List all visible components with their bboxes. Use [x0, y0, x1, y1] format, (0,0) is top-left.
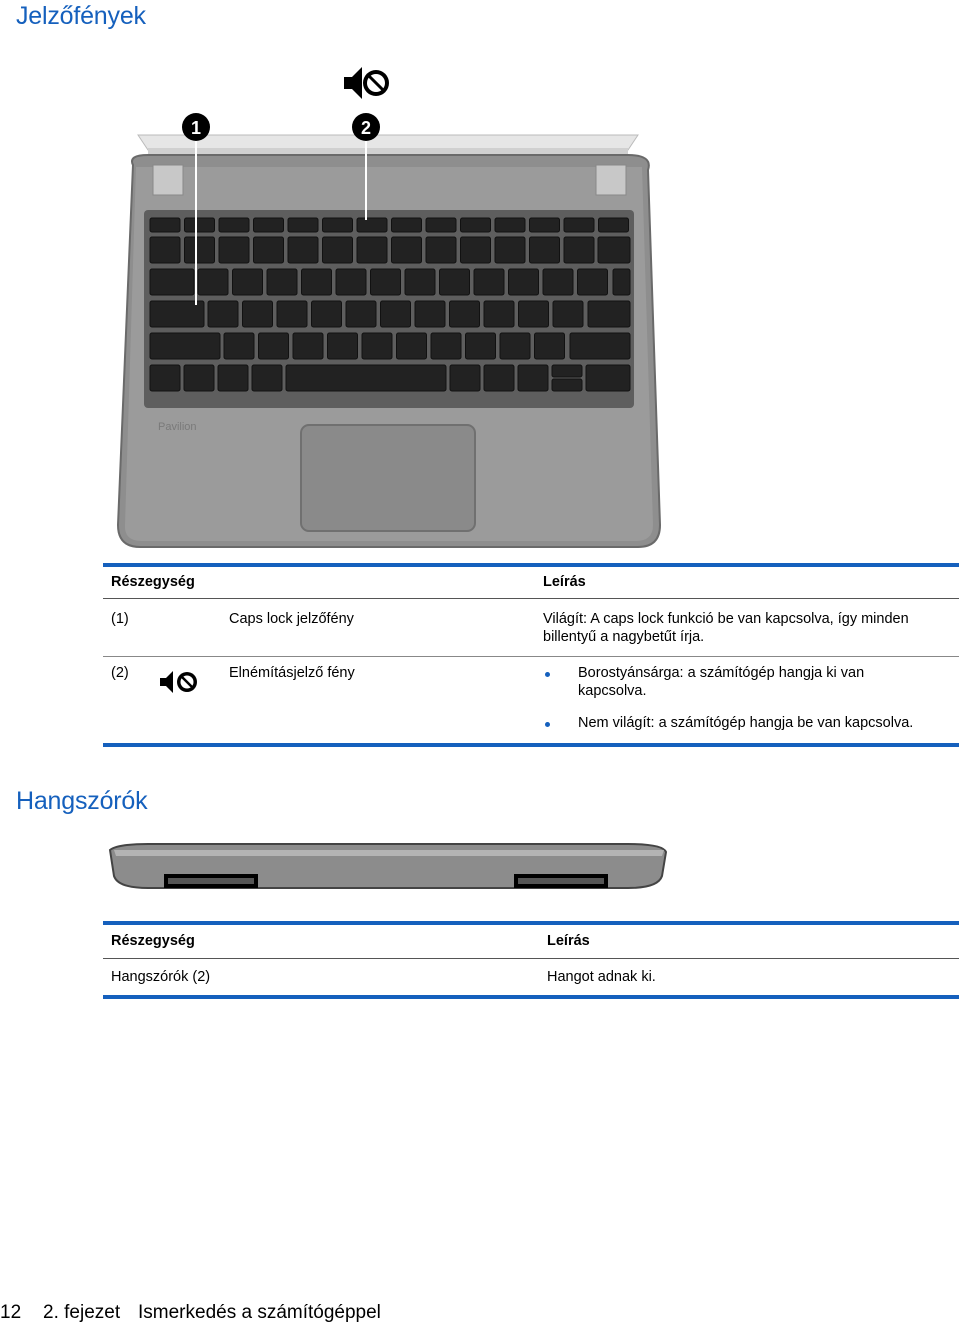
keyboard-key [150, 365, 180, 391]
keyboard-key [357, 218, 387, 232]
keyboard-key [495, 237, 525, 263]
row1-description: Hangot adnak ki. [547, 969, 656, 985]
keyboard-key [426, 237, 456, 263]
keyboard-key [578, 269, 608, 295]
keyboard-key [431, 333, 461, 359]
keyboard-key [219, 218, 249, 232]
keyboard-key [553, 301, 583, 327]
keyboard-key [371, 269, 401, 295]
keyboard-key [564, 218, 594, 232]
row1-number: (1) [111, 611, 129, 627]
keyboard-key [415, 301, 445, 327]
keyboard-key [586, 365, 630, 391]
row1-description-line1: Világít: A caps lock funkció be van kapcsolva, így minden [543, 611, 909, 627]
keyboard-key [552, 365, 582, 377]
keyboard-key [224, 333, 254, 359]
keyboard-key [150, 237, 180, 263]
keyboard-key [450, 301, 480, 327]
keyboard-key [613, 269, 630, 295]
keyboard-key [218, 365, 248, 391]
bullet-dot [545, 722, 550, 727]
keyboard-key [184, 365, 214, 391]
keyboard-key [277, 301, 307, 327]
keyboard-key [509, 269, 539, 295]
keyboard-key [254, 237, 284, 263]
keyboard-key [530, 237, 560, 263]
header-component: Részegység [111, 574, 195, 590]
row1-name: Hangszórók (2) [111, 969, 211, 985]
keyboard-key [461, 218, 491, 232]
row2-name: Elnémításjelző fény [229, 665, 355, 681]
speakers-table [103, 921, 959, 1001]
keyboard-key [286, 365, 446, 391]
chapter-label: 2. fejezet [43, 1302, 121, 1323]
svg-text:Pavilion: Pavilion [158, 421, 197, 433]
table-top-rule [103, 921, 959, 925]
section-title-indicators: Jelzőfények [16, 2, 146, 30]
keyboard-key [150, 218, 180, 232]
keyboard-key [323, 237, 353, 263]
keyboard-key [150, 333, 220, 359]
keyboard-key [254, 218, 284, 232]
keyboard-key [484, 301, 514, 327]
laptop-keyboard-figure [108, 55, 670, 555]
laptop-front-edge-figure [108, 842, 670, 894]
keyboard-key [252, 365, 282, 391]
header-description: Leírás [547, 933, 590, 949]
indicators-table [103, 563, 959, 748]
section-title-speakers: Hangszórók [16, 787, 148, 815]
keyboard-key [392, 218, 422, 232]
keyboard-key [267, 269, 297, 295]
keyboard-key [288, 237, 318, 263]
table-bottom-rule [103, 743, 959, 747]
mute-speaker-icon [159, 669, 199, 700]
keyboard-key [323, 218, 353, 232]
keyboard-key [518, 365, 548, 391]
keyboard-key [185, 237, 215, 263]
keyboard-key [461, 237, 491, 263]
keyboard-key [357, 237, 387, 263]
keyboard-key [397, 333, 427, 359]
header-separator [103, 598, 959, 599]
keyboard-key [243, 301, 273, 327]
row2-bullet1-line2: kapcsolva. [578, 683, 647, 699]
keyboard-key [233, 269, 263, 295]
mute-speaker-icon [344, 67, 389, 99]
keyboard-key [564, 237, 594, 263]
keyboard-key [336, 269, 366, 295]
keyboard-key [474, 269, 504, 295]
row1-name: Caps lock jelzőfény [229, 611, 354, 627]
keyboard-key [543, 269, 573, 295]
bullet-dot [545, 672, 550, 677]
chapter-title: Ismerkedés a számítógéppel [138, 1302, 381, 1323]
keyboard-key [598, 237, 630, 263]
keyboard-key [302, 269, 332, 295]
keyboard-key [150, 269, 194, 295]
keyboard-key [293, 333, 323, 359]
keyboard-key [312, 301, 342, 327]
keyboard-key [198, 269, 228, 295]
row2-number: (2) [111, 665, 129, 681]
callout-1: 1 [190, 118, 202, 138]
header-separator [103, 958, 959, 959]
row2-bullet2: Nem világít: a számítógép hangja be van kapcsolva. [578, 715, 914, 731]
header-description: Leírás [543, 574, 586, 590]
keyboard-key [552, 379, 582, 391]
keyboard-key [219, 237, 249, 263]
keyboard-key [392, 237, 422, 263]
table-bottom-rule [103, 995, 959, 999]
page-number: 12 [0, 1302, 22, 1323]
keyboard-key [599, 218, 629, 232]
keyboard-key [530, 218, 560, 232]
keyboard-key [259, 333, 289, 359]
row1-description-line2: billentyű a nagybetűt írja. [543, 629, 705, 645]
keyboard-key [440, 269, 470, 295]
keyboard-key [450, 365, 480, 391]
keyboard-key [484, 365, 514, 391]
row2-bullet1-line1: Borostyánsárga: a számítógép hangja ki van [578, 665, 865, 681]
keyboard-key [208, 301, 238, 327]
keyboard-key [405, 269, 435, 295]
keyboard-key [519, 301, 549, 327]
header-component: Részegység [111, 933, 195, 949]
table-top-rule [103, 563, 959, 567]
keyboard-key [495, 218, 525, 232]
keyboard-key [328, 333, 358, 359]
keyboard-key [426, 218, 456, 232]
callout-2: 2 [360, 118, 372, 138]
keyboard-key [381, 301, 411, 327]
keyboard-key [346, 301, 376, 327]
keyboard-key [500, 333, 530, 359]
keyboard-key [185, 218, 215, 232]
keyboard-key [288, 218, 318, 232]
keyboard-key [570, 333, 630, 359]
keyboard-key [535, 333, 565, 359]
row-separator [103, 656, 959, 657]
keyboard-key [362, 333, 392, 359]
keyboard-key [588, 301, 630, 327]
keyboard-key [466, 333, 496, 359]
